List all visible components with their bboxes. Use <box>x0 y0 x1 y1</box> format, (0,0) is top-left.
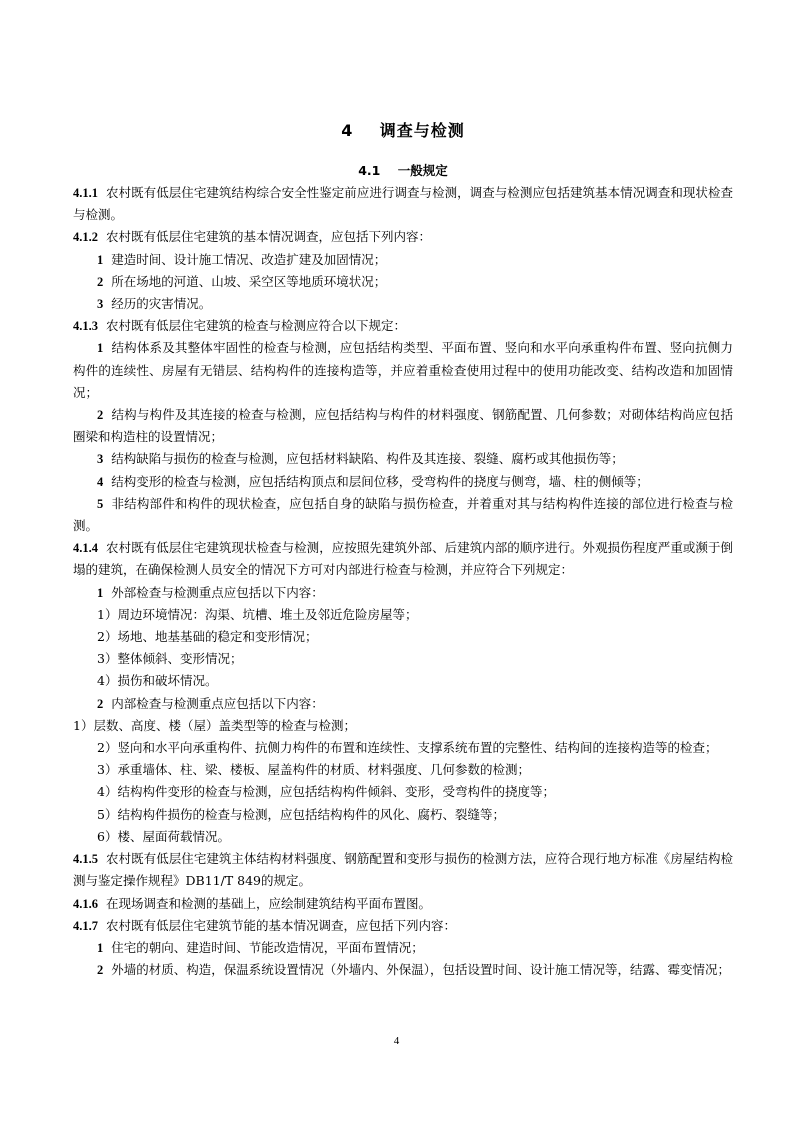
item-text: 结构缺陷与损伤的检查与检测，应包括材料缺陷、构件及其连接、裂缝、腐朽或其他损伤等； <box>111 451 624 467</box>
clause-text: 农村既有低层住宅建筑现状检查与检测，应按照先建筑外部、后建筑内部的顺序进行。外观损伤程度严重或濒于倒塌的建筑，在确保检测人员安全的情况下方可对内部进行检查与检测，并应符合下列规定： <box>73 540 733 578</box>
chapter-title <box>73 118 733 141</box>
list-item <box>73 937 733 959</box>
sub-item: 4）损伤和破坏情况。 <box>97 673 218 689</box>
section-title <box>73 160 733 182</box>
list-item <box>73 693 733 715</box>
clause-number: 4.1.7 <box>73 918 98 933</box>
sub-item: 1）层数、高度、楼（屋）盖类型等的检查与检测； <box>73 717 356 733</box>
item-text: 建造时间、设计施工情况、改造扩建及加固情况； <box>111 251 387 267</box>
sub-item: 3）整体倾斜、变形情况； <box>97 651 243 667</box>
clause-text: 农村既有低层住宅建筑的基本情况调查，应包括下列内容： <box>106 229 432 245</box>
item-text: 住宅的朝向、建造时间、节能改造情况，平面布置情况； <box>111 939 424 955</box>
item-number: 1 <box>97 341 104 356</box>
clause-4-1-7 <box>73 915 733 937</box>
clause-number: 4.1.3 <box>73 319 98 334</box>
sub-item: 5）结构构件损伤的检查与检测，应包括结构构件的风化、腐朽、裂缝等； <box>97 806 505 822</box>
item-number: 2 <box>97 408 104 423</box>
item-number: 2 <box>97 274 104 289</box>
clause-4-1-5 <box>73 848 733 892</box>
item-number: 1 <box>97 940 104 955</box>
clause-number: 4.1.4 <box>73 541 98 556</box>
item-text: 结构体系及其整体牢固性的检查与检测，应包括结构类型、平面布置、竖向和水平向承重构件布置、竖向抗侧力构件的连续性、房屋有无错层、结构构件的连接构造等，并应着重检查使用过程中的使用功能改变、结构改造和加固情况； <box>73 340 733 400</box>
item-text: 非结构部件和构件的现状检查，应包括自身的缺陷与损伤检查，并着重对其与结构构件连接的部位进行检查与检测。 <box>73 495 733 534</box>
list-item <box>73 271 733 293</box>
list-item <box>73 404 733 448</box>
sub-item: 1）周边环境情况：沟渠、坑槽、堆土及邻近危险房屋等； <box>97 606 418 622</box>
clause-number: 4.1.1 <box>73 186 98 200</box>
item-text: 结构变形的检查与检测，应包括结构顶点和层间位移，受弯构件的挠度与侧弯，墙、柱的侧倾等； <box>111 473 649 489</box>
clause-number: 4.1.6 <box>73 896 98 911</box>
item-text: 外墙的材质、构造，保温系统设置情况（外墙内、外保温），包括设置时间、设计施工情况等，结露、霉变情况； <box>111 962 731 978</box>
clause-number: 4.1.2 <box>73 230 98 245</box>
clause-text: 农村既有低层住宅建筑节能的基本情况调查，应包括下列内容： <box>106 917 457 933</box>
item-text: 经历的灾害情况。 <box>111 296 212 312</box>
clause-4-1-2 <box>73 226 733 248</box>
list-item <box>73 471 733 493</box>
clause-4-1-4 <box>73 537 733 581</box>
item-text: 所在场地的河道、山坡、采空区等地质环境状况； <box>111 273 387 289</box>
item-text: 外部检查与检测重点应包括以下内容： <box>111 584 324 600</box>
sub-item: 4）结构构件变形的检查与检测，应包括结构构件倾斜、变形，受弯构件的挠度等； <box>97 784 555 800</box>
sub-item: 2）场地、地基基础的稳定和变形情况； <box>97 629 318 645</box>
section-title-text: 一般规定 <box>397 163 448 178</box>
clause-text: 农村既有低层住宅建筑的检查与检测应符合以下规定： <box>106 318 407 334</box>
list-item <box>73 293 733 315</box>
item-number: 4 <box>97 474 104 489</box>
clause-4-1-6 <box>73 893 733 915</box>
clause-4-1-3 <box>73 315 733 337</box>
clause-text: 农村既有低层住宅建筑结构综合安全性鉴定前应进行调查与检测，调查与检测应包括建筑基本情况调查和现状检查与检测。 <box>73 185 733 223</box>
item-number: 1 <box>97 585 104 600</box>
item-text: 内部检查与检测重点应包括以下内容： <box>111 695 324 711</box>
item-number: 3 <box>97 452 104 467</box>
item-number: 2 <box>97 963 104 978</box>
sub-item: 2）竖向和水平向承重构件、抗侧力构件的布置和连续性、支撑系统布置的完整性、结构间的连接构造等的检查； <box>97 740 718 756</box>
clause-number: 4.1.5 <box>73 852 98 867</box>
page-number: 4 <box>393 1035 400 1047</box>
sub-item: 6）楼、屋面荷载情况。 <box>97 828 230 844</box>
list-item <box>73 493 733 537</box>
list-item <box>73 448 733 470</box>
sub-item: 3）承重墙体、柱、梁、楼板、屋盖构件的材质、材料强度、几何参数的检测； <box>97 762 530 778</box>
clause-text: 在现场调查和检测的基础上，应绘制建筑结构平面布置图。 <box>106 895 432 911</box>
list-item <box>73 249 733 271</box>
item-number: 2 <box>97 696 104 711</box>
clause-4-1-1 <box>73 182 733 226</box>
chapter-number: 4 <box>341 121 354 140</box>
item-text: 结构与构件及其连接的检查与检测，应包括结构与构件的材料强度、钢筋配置、几何参数；对砌体结构尚应包括圈梁和构造柱的设置情况； <box>73 407 733 445</box>
list-item <box>73 959 733 981</box>
item-number: 1 <box>97 252 104 267</box>
list-item <box>73 337 733 404</box>
document-page <box>73 118 733 981</box>
item-number: 3 <box>97 297 104 312</box>
list-item <box>73 582 733 604</box>
chapter-title-text: 调查与检测 <box>379 121 465 140</box>
item-number: 5 <box>97 496 104 511</box>
section-number: 4.1 <box>358 163 381 178</box>
clause-text: 农村既有低层住宅建筑主体结构材料强度、钢筋配置和变形与损伤的检测方法，应符合现行地方标准《房屋结构检测与鉴定操作规程》DB11/T 849的规定。 <box>73 851 733 889</box>
